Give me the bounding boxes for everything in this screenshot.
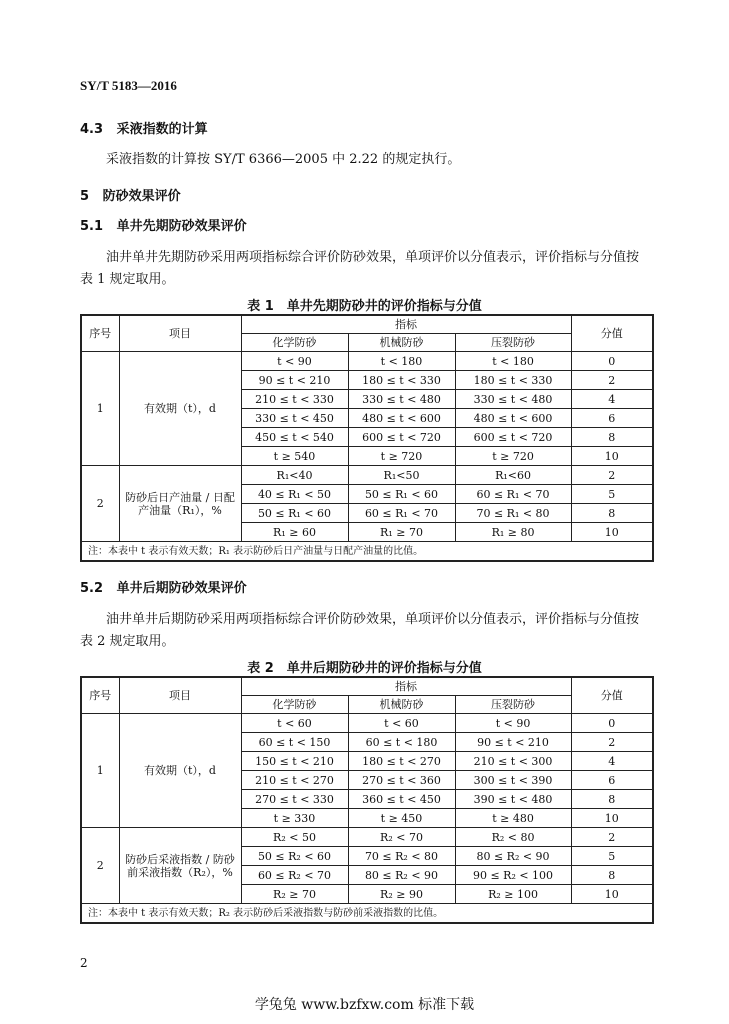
footer-watermark: 学兔兔 www.bzfxw.com 标准下载 (254, 997, 475, 1013)
cell: 50 ≤ R₁ < 60 (348, 485, 455, 504)
cell: 90 ≤ t < 210 (241, 371, 348, 390)
cell: R₂ < 50 (241, 828, 348, 847)
paragraph-5-1-line1: 油井单井先期防砂采用两项指标综合评价防砂效果，单项评价以分值表示，评价指标与分值按 (106, 250, 640, 265)
cell: 150 ≤ t < 210 (241, 752, 348, 771)
cell: 8 (571, 428, 653, 447)
group-seq: 1 (81, 714, 119, 828)
header-score: 分值 (571, 315, 653, 352)
header-chem: 化学防砂 (241, 334, 348, 352)
cell: t ≥ 540 (241, 447, 348, 466)
cell: 390 ≤ t < 480 (455, 790, 571, 809)
cell: R₂ ≥ 70 (241, 885, 348, 904)
table2-caption: 表 2 单井后期防砂井的评价指标与分值 (247, 661, 482, 676)
cell: 5 (571, 485, 653, 504)
header-item: 项目 (119, 315, 241, 352)
group-item-line: 产油量（R₁），% (138, 503, 222, 517)
cell: 2 (571, 828, 653, 847)
table1 (80, 314, 654, 562)
section-heading-5 (80, 185, 181, 204)
paragraph-4-3: 采液指数的计算按 SY/T 6366—2005 中 2.22 的规定执行。 (106, 152, 461, 167)
cell: 5 (571, 847, 653, 866)
cell: 360 ≤ t < 450 (348, 790, 455, 809)
table2 (80, 676, 654, 924)
cell: t < 90 (241, 352, 348, 371)
cell: t ≥ 720 (348, 447, 455, 466)
cell: 60 ≤ R₂ < 70 (241, 866, 348, 885)
group-item: 有效期（t），d (119, 352, 241, 466)
cell: 330 ≤ t < 480 (455, 390, 571, 409)
header-seq: 序号 (81, 677, 119, 714)
cell: 210 ≤ t < 300 (455, 752, 571, 771)
cell: t < 180 (455, 352, 571, 371)
cell: 600 ≤ t < 720 (455, 428, 571, 447)
cell: t ≥ 330 (241, 809, 348, 828)
cell: 90 ≤ R₂ < 100 (455, 866, 571, 885)
cell: 6 (571, 771, 653, 790)
section-title: 采液指数的计算 (116, 122, 208, 137)
paragraph-5-2-line1: 油井单井后期防砂采用两项指标综合评价防砂效果，单项评价以分值表示，评价指标与分值按 (106, 612, 640, 627)
cell: 80 ≤ R₂ < 90 (455, 847, 571, 866)
section-heading-5-2 (80, 577, 247, 596)
cell: 10 (571, 809, 653, 828)
group-seq: 2 (81, 466, 119, 542)
cell: 60 ≤ t < 150 (241, 733, 348, 752)
section-number: 4.3 (80, 122, 104, 137)
cell: 60 ≤ t < 180 (348, 733, 455, 752)
group-seq: 2 (81, 828, 119, 904)
cell: 2 (571, 733, 653, 752)
group-item (119, 466, 241, 542)
cell: 450 ≤ t < 540 (241, 428, 348, 447)
cell: R₁<50 (348, 466, 455, 485)
cell: 50 ≤ R₂ < 60 (241, 847, 348, 866)
cell: R₂ < 80 (455, 828, 571, 847)
cell: 4 (571, 752, 653, 771)
cell: 10 (571, 447, 653, 466)
cell: 330 ≤ t < 450 (241, 409, 348, 428)
cell: R₂ < 70 (348, 828, 455, 847)
header-frac: 压裂防砂 (455, 696, 571, 714)
standard-code: SY/T 5183—2016 (80, 78, 177, 93)
table-row (81, 828, 653, 847)
section-title: 单井先期防砂效果评价 (116, 219, 247, 234)
cell: 80 ≤ R₂ < 90 (348, 866, 455, 885)
header-chem: 化学防砂 (241, 696, 348, 714)
section-number: 5.2 (80, 581, 104, 596)
section-title: 防砂效果评价 (102, 189, 181, 204)
cell: 480 ≤ t < 600 (348, 409, 455, 428)
cell: 180 ≤ t < 330 (455, 371, 571, 390)
cell: 180 ≤ t < 330 (348, 371, 455, 390)
cell: 2 (571, 371, 653, 390)
cell: 480 ≤ t < 600 (455, 409, 571, 428)
table-row (81, 466, 653, 485)
header-item: 项目 (119, 677, 241, 714)
cell: R₁ ≥ 60 (241, 523, 348, 542)
paragraph-5-2-line2: 表 2 规定取用。 (80, 634, 175, 649)
cell: t < 90 (455, 714, 571, 733)
cell: 600 ≤ t < 720 (348, 428, 455, 447)
cell: 270 ≤ t < 360 (348, 771, 455, 790)
cell: t < 60 (241, 714, 348, 733)
cell: 300 ≤ t < 390 (455, 771, 571, 790)
cell: R₁ ≥ 70 (348, 523, 455, 542)
section-number: 5.1 (80, 219, 104, 234)
cell: 10 (571, 885, 653, 904)
cell: 210 ≤ t < 330 (241, 390, 348, 409)
cell: t ≥ 450 (348, 809, 455, 828)
paragraph-5-1-line2: 表 1 规定取用。 (80, 272, 175, 287)
table2-note: 注：本表中 t 表示有效天数；R₂ 表示防砂后采液指数与防砂前采液指数的比值。 (81, 904, 653, 924)
cell: 8 (571, 504, 653, 523)
cell: 330 ≤ t < 480 (348, 390, 455, 409)
cell: R₁ ≥ 80 (455, 523, 571, 542)
cell: R₁<60 (455, 466, 571, 485)
cell: R₁<40 (241, 466, 348, 485)
group-item (119, 828, 241, 904)
header-indicator: 指标 (241, 677, 571, 696)
cell: 180 ≤ t < 270 (348, 752, 455, 771)
cell: 60 ≤ R₁ < 70 (455, 485, 571, 504)
header-score: 分值 (571, 677, 653, 714)
cell: t < 180 (348, 352, 455, 371)
group-item-line: 防砂后采液指数 / 防砂 (125, 852, 235, 866)
section-heading-4-3 (80, 118, 208, 137)
section-heading-5-1 (80, 215, 247, 234)
cell: 0 (571, 352, 653, 371)
header-frac: 压裂防砂 (455, 334, 571, 352)
cell: 270 ≤ t < 330 (241, 790, 348, 809)
cell: 2 (571, 466, 653, 485)
table-row (81, 714, 653, 733)
group-seq: 1 (81, 352, 119, 466)
header-mech: 机械防砂 (348, 334, 455, 352)
table1-note: 注：本表中 t 表示有效天数；R₁ 表示防砂后日产油量与日配产油量的比值。 (81, 542, 653, 562)
cell: t < 60 (348, 714, 455, 733)
cell: 10 (571, 523, 653, 542)
section-number: 5 (80, 189, 90, 204)
cell: 8 (571, 866, 653, 885)
cell: 90 ≤ t < 210 (455, 733, 571, 752)
cell: 8 (571, 790, 653, 809)
page-number: 2 (80, 956, 88, 970)
cell: 70 ≤ R₁ < 80 (455, 504, 571, 523)
header-mech: 机械防砂 (348, 696, 455, 714)
cell: 60 ≤ R₁ < 70 (348, 504, 455, 523)
cell: t ≥ 720 (455, 447, 571, 466)
cell: 210 ≤ t < 270 (241, 771, 348, 790)
section-title: 单井后期防砂效果评价 (116, 581, 247, 596)
header-indicator: 指标 (241, 315, 571, 334)
group-item-line: 前采液指数（R₂），% (127, 865, 233, 879)
cell: t ≥ 480 (455, 809, 571, 828)
table-row (81, 352, 653, 371)
cell: 4 (571, 390, 653, 409)
cell: R₂ ≥ 90 (348, 885, 455, 904)
cell: 6 (571, 409, 653, 428)
cell: 50 ≤ R₁ < 60 (241, 504, 348, 523)
cell: 0 (571, 714, 653, 733)
group-item: 有效期（t），d (119, 714, 241, 828)
header-seq: 序号 (81, 315, 119, 352)
group-item-line: 防砂后日产油量 / 日配 (125, 490, 235, 504)
cell: 70 ≤ R₂ < 80 (348, 847, 455, 866)
table1-caption: 表 1 单井先期防砂井的评价指标与分值 (247, 299, 482, 314)
cell: 40 ≤ R₁ < 50 (241, 485, 348, 504)
cell: R₂ ≥ 100 (455, 885, 571, 904)
